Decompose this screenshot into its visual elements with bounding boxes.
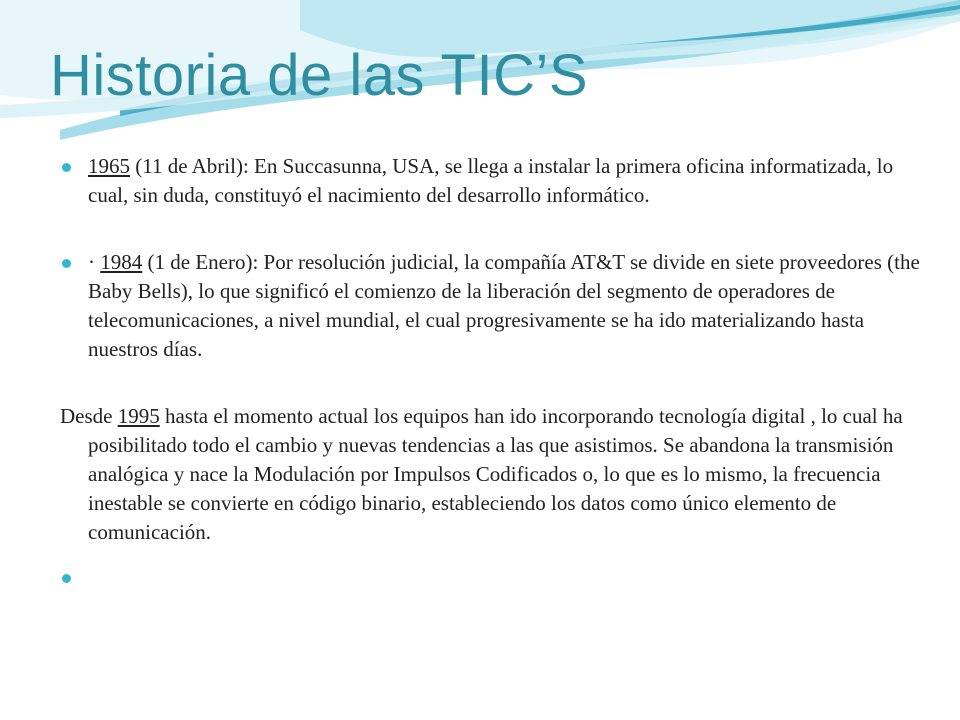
bullet-item-1984: [60, 248, 920, 364]
bullet-dot-icon: [62, 574, 71, 583]
year-link-1995[interactable]: 1995: [117, 404, 160, 428]
bullet-text: (1 de Enero): Por resolución judicial, la compañía AT&T se divide en siete proveedores (the Baby Bells), lo que significó el comienzo de la liberación del segmento de operadores de telecomunicaciones, a nivel mundial, el cual progresivamente se ha ido materializando hasta nuestros días.: [88, 250, 920, 361]
slide-title: Historia de las TIC’S: [50, 43, 589, 108]
bullet-dot-icon: [62, 259, 71, 268]
paragraph-text: hasta el momento actual los equipos han ido incorporando tecnología digital , lo cual ha posibilitado todo el cambio y nuevas tendencias a las que asistimos. Se abandona la transmisión analógica y nace la Modulación por Impulsos Codificados o, lo que es lo mismo, la frecuencia inestable se convierte en código binario, estableciendo los datos como único elemento de comunicación.: [88, 404, 903, 544]
year-link-1965[interactable]: 1965: [88, 154, 130, 178]
paragraph-lead: Desde: [60, 404, 118, 428]
bullet-dot-icon: [62, 163, 71, 172]
bullet-prefix: ·: [88, 250, 101, 274]
paragraph-1995: [60, 402, 920, 547]
bullet-item-1965: [60, 152, 920, 210]
bullet-text: (11 de Abril): En Succasunna, USA, se llega a instalar la primera oficina informatizada, lo cual, sin duda, constituyó el nacimiento del desarrollo informático.: [88, 154, 894, 207]
empty-bullet-item: [60, 563, 920, 592]
slide-content: [60, 152, 920, 592]
year-link-1984[interactable]: 1984: [100, 250, 143, 274]
